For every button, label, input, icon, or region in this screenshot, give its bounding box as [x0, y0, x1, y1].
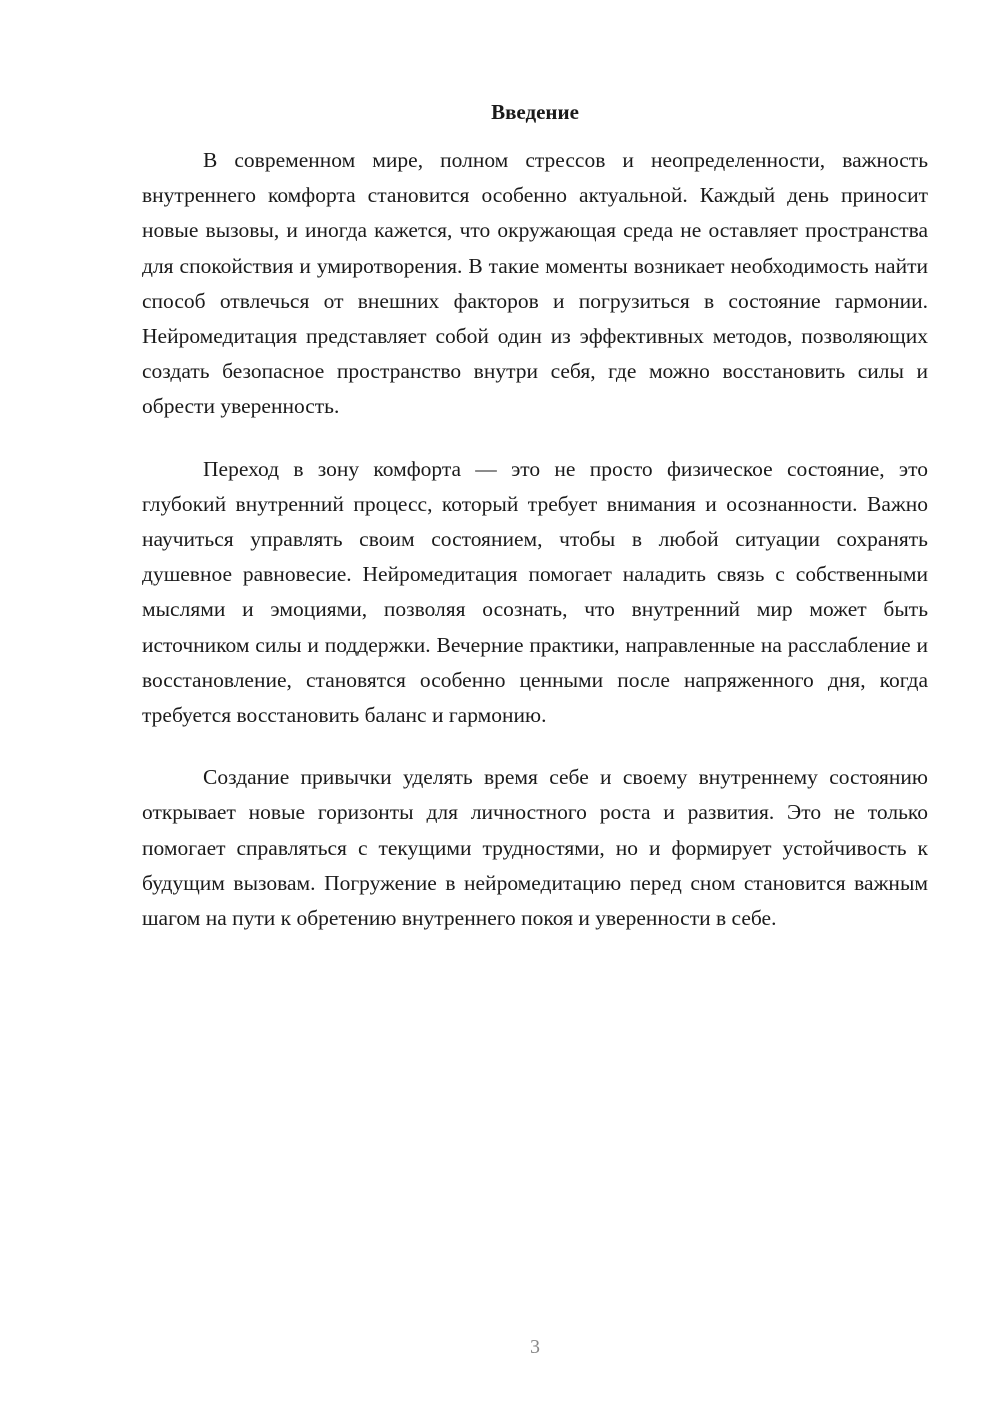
page-number: 3: [530, 1336, 540, 1358]
section-title: Введение: [491, 100, 579, 124]
body-text: [142, 143, 928, 936]
paragraph-1: В современном мире, полном стрессов и неопределенности, важность внутреннего комфорта становится особенно актуальной. Каждый день приносит новые вызовы, и иногда кажется, что окружающая среда не оставляет пространства для спокойствия и умиротворения. В такие моменты возникает необходимость найти способ отвлечься от внешних факторов и погрузиться в состояние гармонии. Нейромедитация представляет собой один из эффективных методов, позволяющих создать безопасное пространство внутри себя, где можно восстановить силы и обрести уверенность.: [142, 148, 928, 419]
paragraph-3: Создание привычки уделять время себе и своему внутреннему состоянию открывает новые горизонты для личностного роста и развития. Это не только помогает справляться с текущими трудностями, но и формирует устойчивость к будущим вызовам. Погружение в нейромедитацию перед сном становится важным шагом на пути к обретению внутреннего покоя и уверенности в себе.: [142, 765, 928, 931]
paragraph-2: Переход в зону комфорта — это не просто физическое состояние, это глубокий внутренний процесс, который требует внимания и осознанности. Важно научиться управлять своим состоянием, чтобы в любой ситуации сохранять душевное равновесие. Нейромедитация помогает наладить связь с собственными мыслями и эмоциями, позволяя осознать, что внутренний мир может быть источником силы и поддержки. Вечерние практики, направленные на расслабление и восстановление, становятся особенно ценными после напряженного дня, когда требуется восстановить баланс и гармонию.: [142, 456, 928, 728]
